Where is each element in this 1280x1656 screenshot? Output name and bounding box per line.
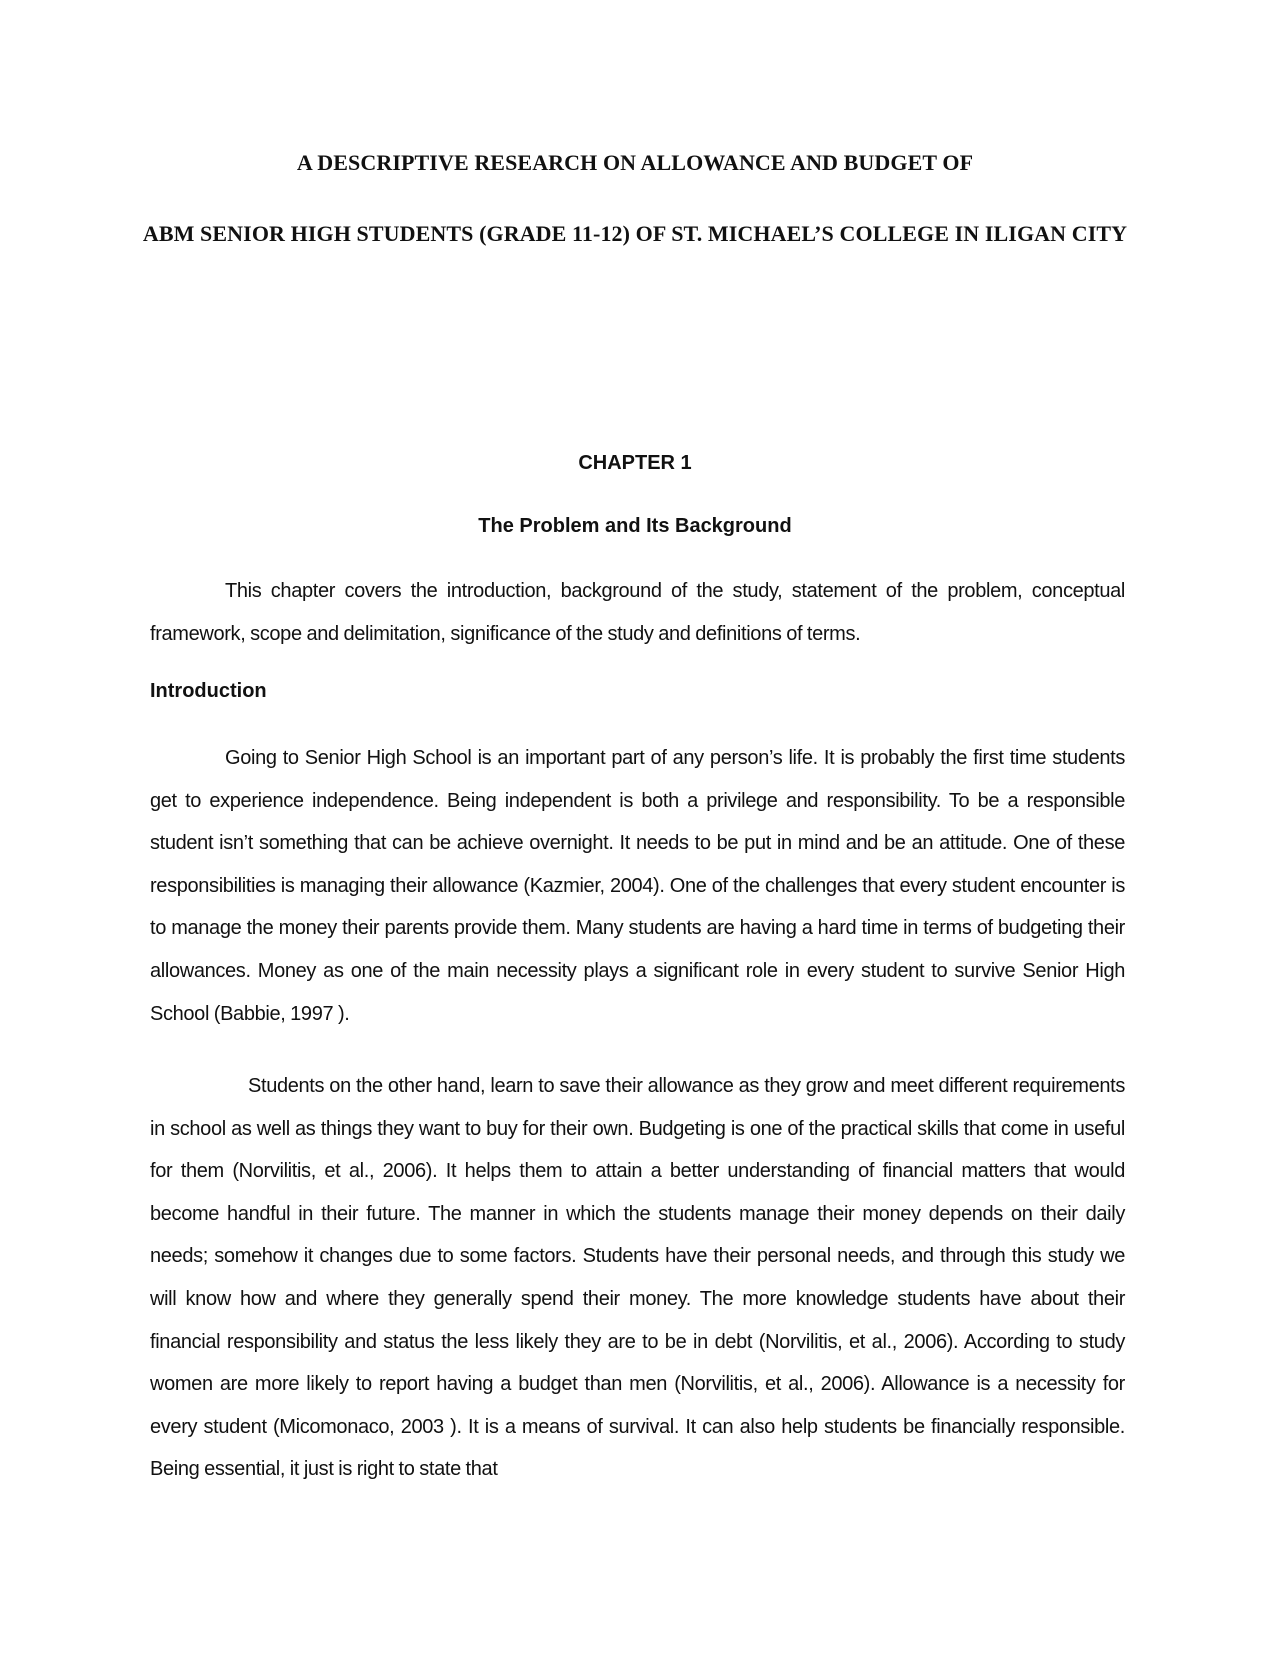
- document-title-line-2: ABM SENIOR HIGH STUDENTS (GRADE 11-12) OF ST. MICHAEL’S COLLEGE IN ILIGAN CITY: [142, 221, 1128, 246]
- section-heading-introduction: Introduction: [150, 680, 267, 702]
- chapter-title: The Problem and Its Background: [478, 515, 792, 537]
- body-paragraph: Students on the other hand, learn to save their allowance as they grow and meet different requirements in school as well as things they want to buy for their own. Budgeting is one of the practical skills that come in useful for them (Norvilitis, et al., 2006). It helps them to attain a better understanding of financial matters that would become handful in their future. The manner in which the students manage their money depends on their daily needs; somehow it changes due to some factors. Students have their personal needs, and through this study we will know how and where they generally spend their money. The more knowledge students have about their financial responsibility and status the less likely they are to be in debt (Norvilitis, et al., 2006). According to study women are more likely to report having a budget than men (Norvilitis, et al., 2006). Allowance is a necessity for every student (Micomonaco, 2003 ). It is a means of survival. It can also help students be financially responsible. Being essential, it just is right to state that: [150, 1075, 1125, 1481]
- body-paragraph: Going to Senior High School is an important part of any person’s life. It is probably the first time students get to experience independence. Being independent is both a privilege and responsibility. To be a responsible student isn’t something that can be achieve overnight. It needs to be put in mind and be an attitude. One of these responsibilities is managing their allowance (Kazmier, 2004). One of the challenges that every student encounter is to manage the money their parents provide them. Many students are having a hard time in terms of budgeting their allowances. Money as one of the main necessity plays a significant role in every student to survive Senior High School (Babbie, 1997 ).: [150, 747, 1125, 1025]
- document-title-line-1: A DESCRIPTIVE RESEARCH ON ALLOWANCE AND BUDGET OF: [296, 150, 974, 175]
- chapter-intro-paragraph: This chapter covers the introduction, background of the study, statement of the problem, conceptual framework, scope and delimitation, significance of the study and definitions of terms.: [150, 580, 1125, 645]
- chapter-number: CHAPTER 1: [578, 452, 692, 474]
